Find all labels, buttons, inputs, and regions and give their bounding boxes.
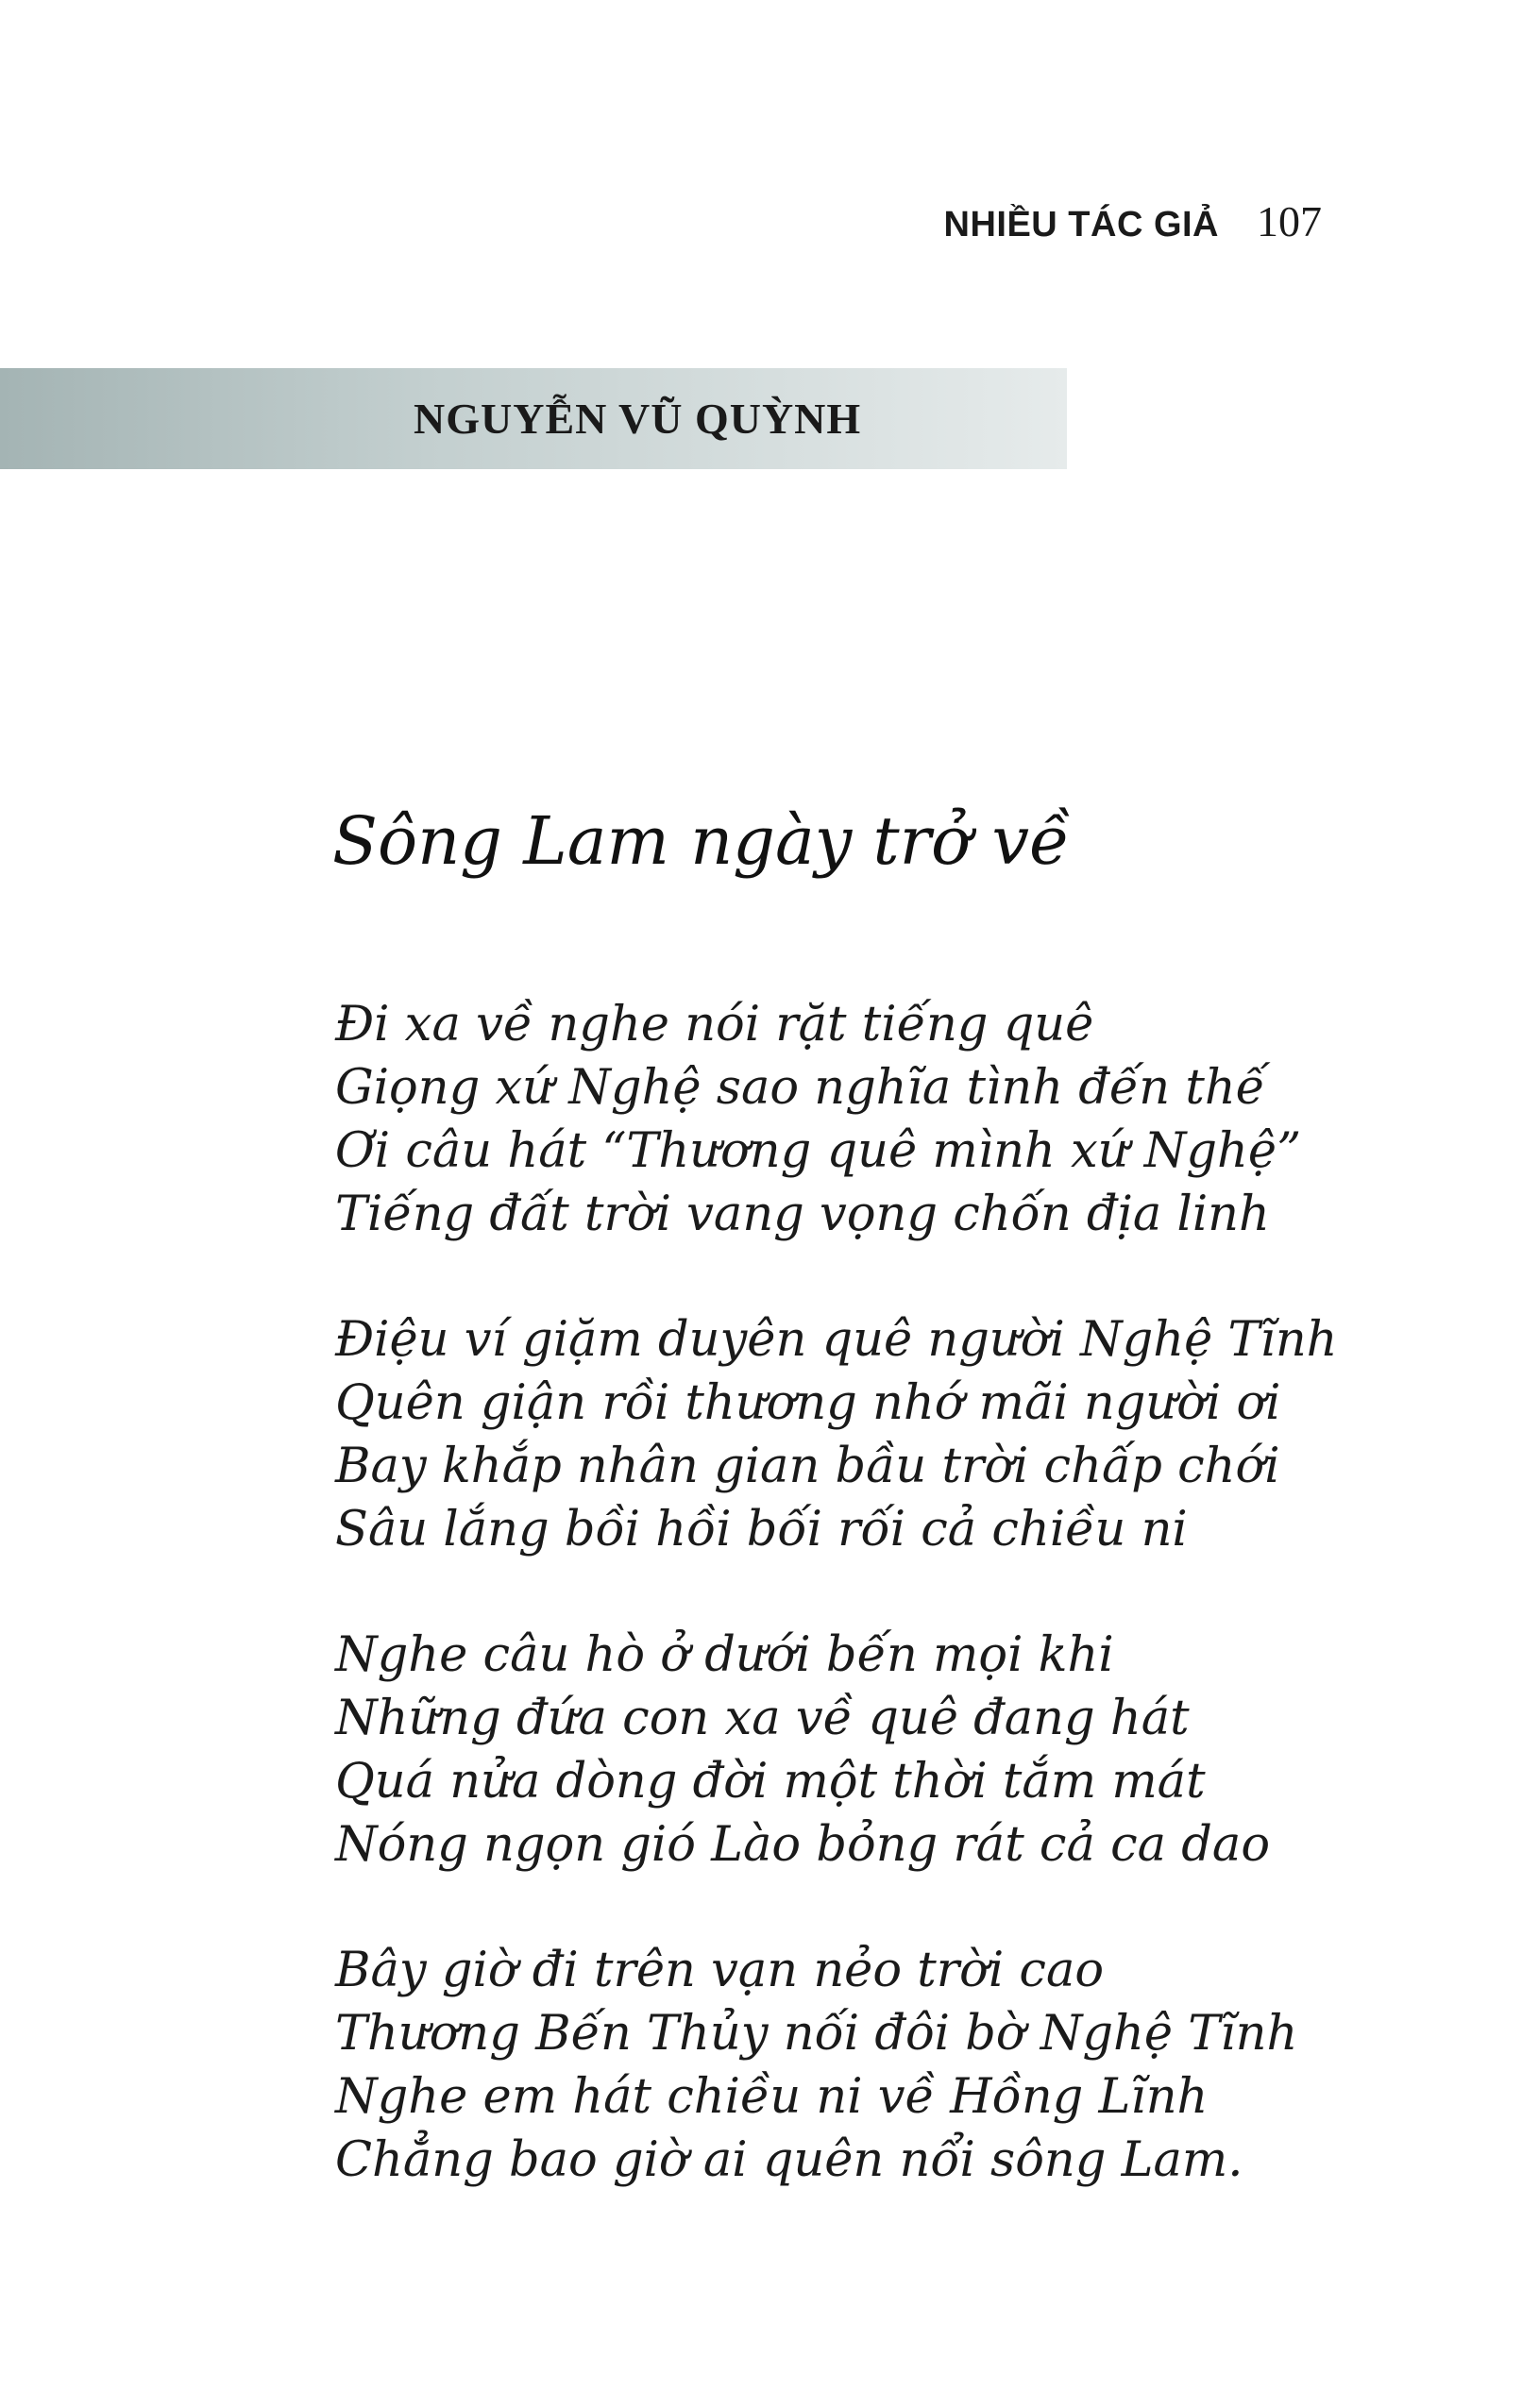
poem-line: Giọng xứ Nghệ sao nghĩa tình đến thế [335, 1060, 1266, 1116]
author-name: NGUYỄN VŨ QUỲNH [414, 395, 862, 443]
author-banner [0, 368, 1067, 469]
poem-line: Những đứa con xa về quê đang hát [335, 1691, 1190, 1746]
poem-body [335, 993, 1468, 2192]
poem-line: Bay khắp nhân gian bầu trời chấp chới [335, 1439, 1280, 1494]
poem-line: Ơi câu hát “Thương quê mình xứ Nghệ” [335, 1123, 1302, 1179]
poem-line: Quên giận rồi thương nhớ mãi người ơi [335, 1375, 1281, 1431]
poem-line: Nghe em hát chiều ni về Hồng Lĩnh [335, 2069, 1209, 2125]
poem-line: Điệu ví giặm duyên quê người Nghệ Tĩnh [335, 1312, 1338, 1368]
poem-line: Đi xa về nghe nói rặt tiếng quê [335, 997, 1094, 1052]
poem-line: Sâu lắng bồi hồi bối rối cả chiều ni [335, 1502, 1188, 1558]
stanza [335, 993, 1468, 1246]
running-author: NHIỀU TÁC GIẢ [943, 205, 1219, 244]
page-number: 107 [1257, 197, 1322, 245]
stanza [335, 1624, 1468, 1877]
poem-line: Thương Bến Thủy nối đôi bờ Nghệ Tĩnh [335, 2006, 1298, 2062]
poem-line: Chẳng bao giờ ai quên nổi sông Lam. [335, 2132, 1243, 2188]
stanza [335, 1308, 1468, 1561]
poem-line: Bây giờ đi trên vạn nẻo trời cao [335, 1943, 1105, 1998]
poem-title: Sông Lam ngày trở về [332, 802, 1071, 880]
poem-line: Nghe câu hò ở dưới bến mọi khi [335, 1627, 1114, 1683]
stanza [335, 1939, 1468, 2192]
poem-line: Nóng ngọn gió Lào bỏng rát cả ca dao [335, 1817, 1271, 1873]
poem-line: Tiếng đất trời vang vọng chốn địa linh [335, 1187, 1270, 1242]
running-header [944, 196, 1323, 246]
poem-line: Quá nửa dòng đời một thời tắm mát [335, 1754, 1206, 1810]
